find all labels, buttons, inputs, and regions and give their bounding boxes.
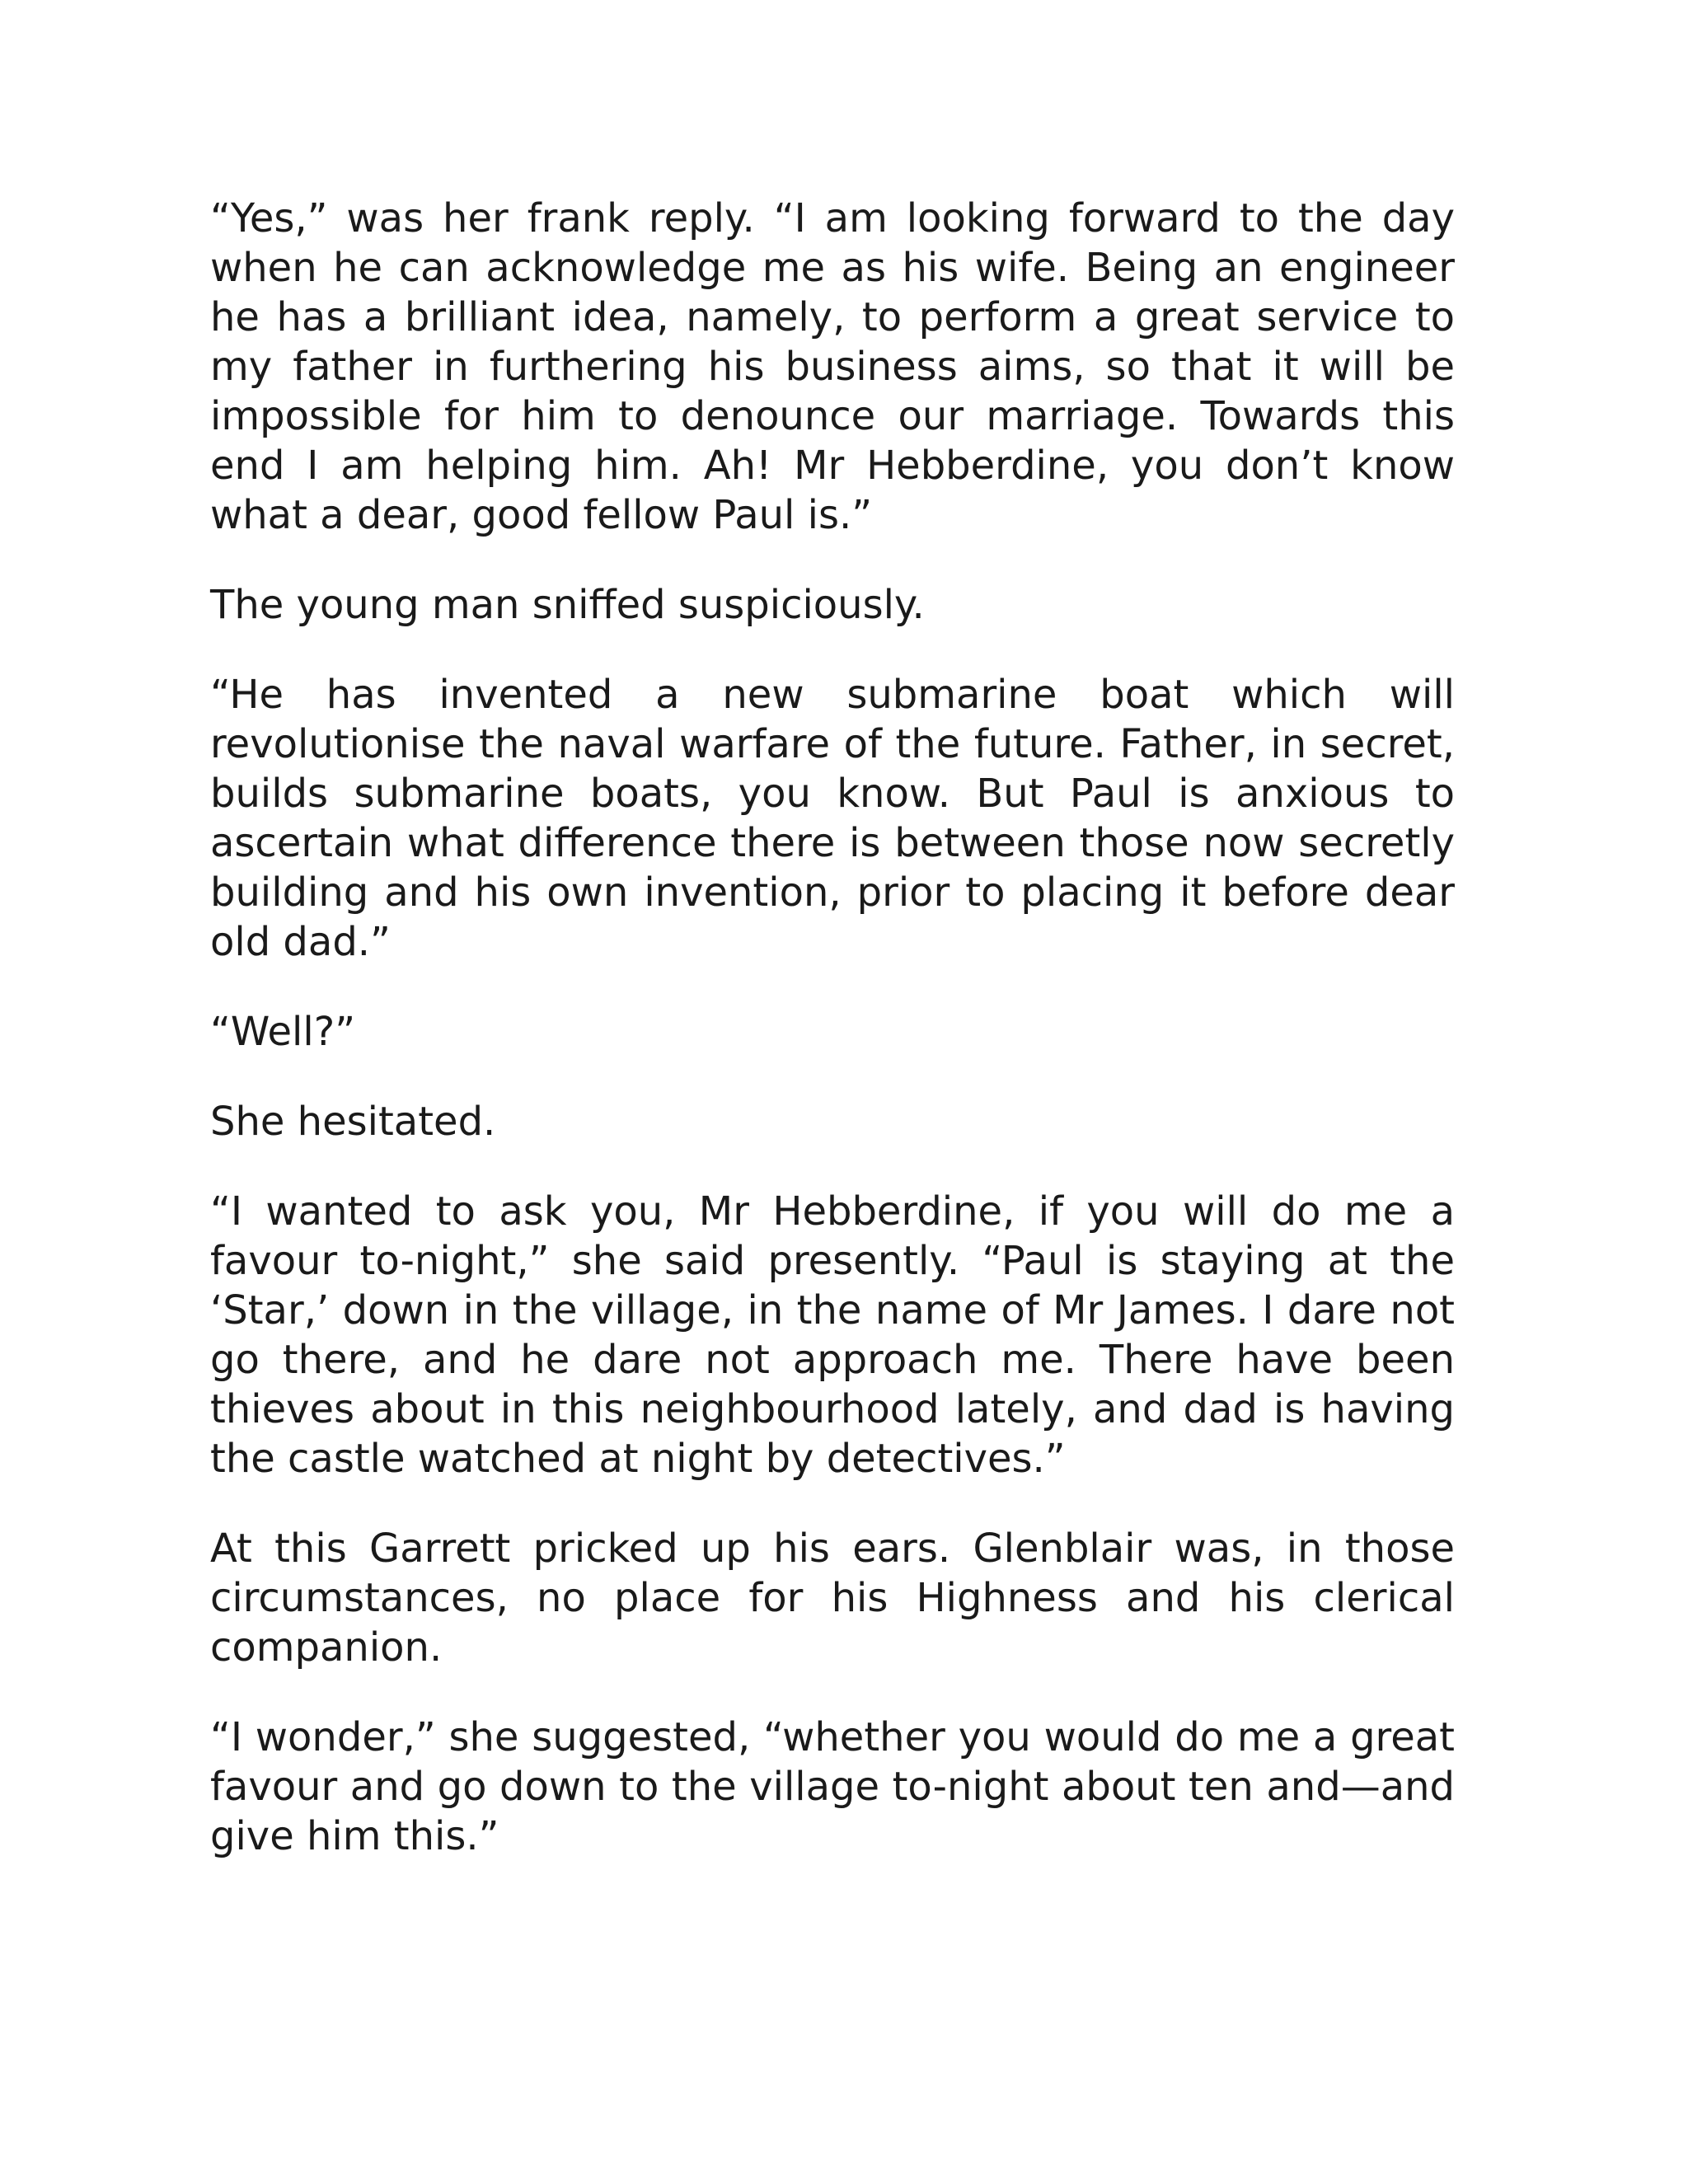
paragraph: The young man sniffed suspiciously.	[210, 582, 925, 628]
paragraph: “I wanted to ask you, Mr Hebberdine, if you will do me a favour to-night,” she said presently. “Paul is staying at the ‘Star,’ down in the village, in the name of Mr James. I dare not go there, and he dare not approach me. There have been thieves about in this neighbourhood lately, and dad is having the castle watched at night by detectives.”	[210, 1188, 1455, 1482]
paragraph: “Yes,” was her frank reply. “I am looking forward to the day when he can acknowledge me as his wife. Being an engineer he has a brilliant idea, namely, to perform a great service to my father in furthering his business aims, so that it will be impossible for him to denounce our marriage. Towards this end I am helping him. Ah! Mr Hebberdine, you don’t know what a dear, good fellow Paul is.”	[210, 195, 1455, 538]
paragraph: At this Garrett pricked up his ears. Glenblair was, in those circumstances, no place for his Highness and his clerical companion.	[210, 1526, 1455, 1671]
paragraph: “Well?”	[210, 1009, 356, 1055]
paragraph: “I wonder,” she suggested, “whether you would do me a great favour and go down to the village to-night about ten and—and give him this.”	[210, 1714, 1455, 1859]
paragraph: She hesitated.	[210, 1099, 496, 1145]
body-text	[210, 194, 1455, 1861]
paragraph: “He has invented a new submarine boat which will revolutionise the naval warfare of the future. Father, in secret, builds submarine boats, you know. But Paul is anxious to ascertain what difference there is between those now secretly building and his own invention, prior to placing it before dear old dad.”	[210, 672, 1455, 965]
